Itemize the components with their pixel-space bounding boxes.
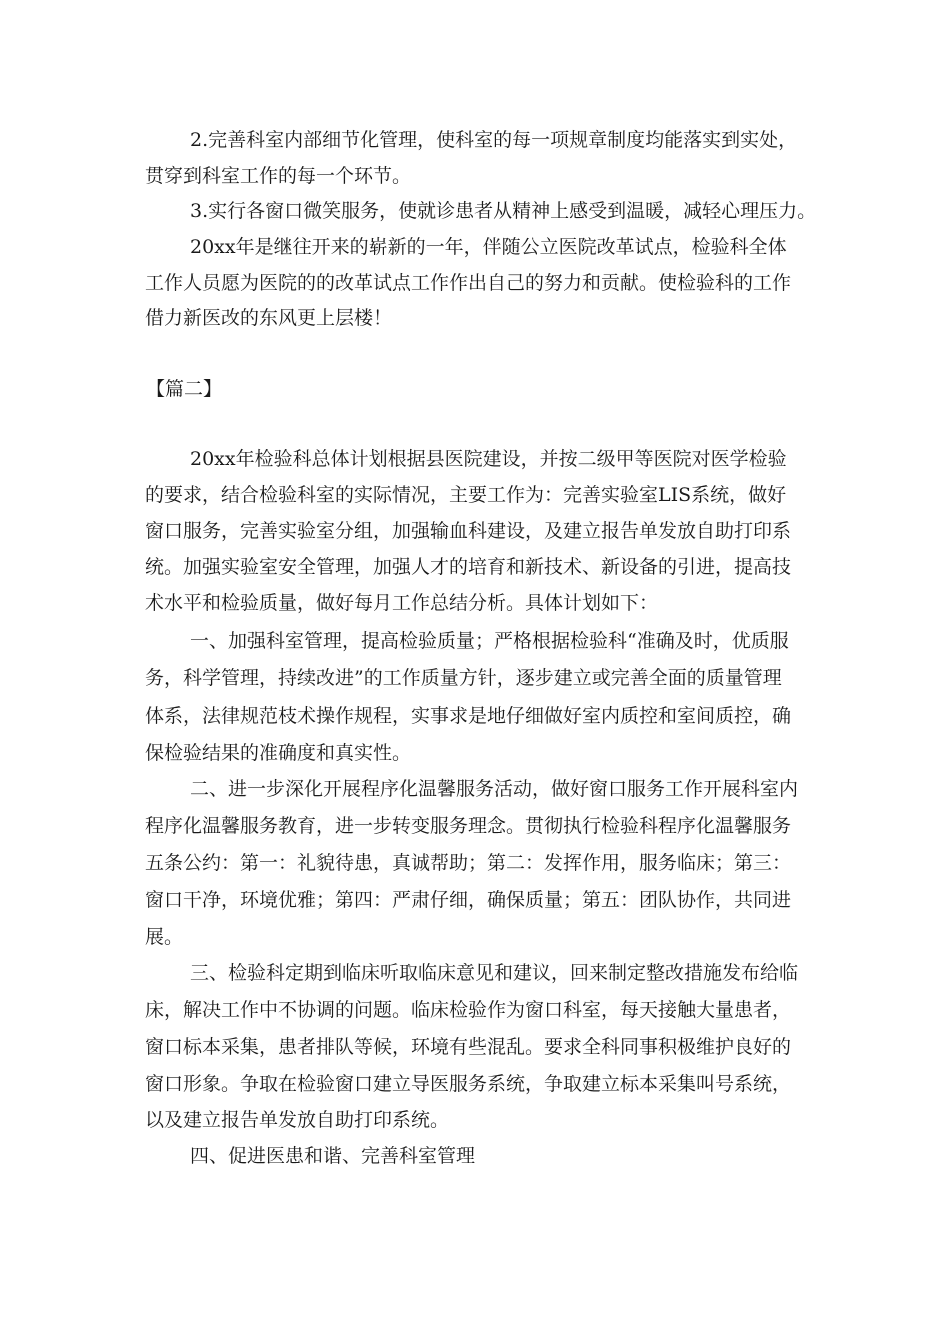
text-line: 统。加强实验室安全管理，加强人才的培育和新技术、新设备的引进，提高技 <box>145 556 792 578</box>
text-line: 工作人员愿为医院的的改革试点工作作出自己的努力和贡献。使检验科的工作 <box>145 272 792 294</box>
text-line: 窗口服务，完善实验室分组，加强输血科建设，及建立报告单发放自助打印系 <box>145 520 792 542</box>
text-line: 借力新医改的东风更上层楼！ <box>145 307 393 329</box>
text-line: 五条公约：第一：礼貌待患，真诚帮助；第二：发挥作用，服务临床；第三： <box>145 852 792 874</box>
text-line: 三、检验科定期到临床听取临床意见和建议，回来制定整改措施发布给临 <box>190 962 799 984</box>
text-line: 务，科学管理，持续改进”的工作质量方针，逐步建立或完善全面的质量管理 <box>145 667 782 689</box>
text-line: 四、促进医患和谐、完善科室管理 <box>190 1145 476 1167</box>
section-heading: 【篇二】 <box>146 378 223 400</box>
text-line: 以及建立报告单发放自助打印系统。 <box>145 1109 450 1131</box>
text-line: 20xx年是继往开来的崭新的一年，伴随公立医院改革试点，检验科全体 <box>190 236 787 258</box>
text-line: 保检验结果的准确度和真实性。 <box>145 742 412 764</box>
text-line: 的要求，结合检验科室的实际情况，主要工作为：完善实验室LIS系统，做好 <box>145 484 787 506</box>
text-line: 体系，法律规范枝术操作规程，实事求是地仔细做好室内质控和室间质控，确 <box>145 705 792 727</box>
text-line: 窗口标本采集，患者排队等候，环境有些混乱。要求全科同事积极维护良好的 <box>145 1036 792 1058</box>
text-line: 术水平和检验质量，做好每月工作总结分析。具体计划如下： <box>145 592 659 614</box>
text-line: 2.完善科室内部细节化管理，使科室的每一项规章制度均能落实到实处， <box>190 129 798 151</box>
text-line: 20xx年检验科总体计划根据县医院建设，并按二级甲等医院对医学检验 <box>190 448 787 470</box>
text-line: 床，解决工作中不协调的问题。临床检验作为窗口科室，每天接触大量患者， <box>145 999 792 1021</box>
text-line: 3.实行各窗口微笑服务，使就诊患者从精神上感受到温暖，减轻心理压力。 <box>190 200 817 222</box>
text-line: 一、加强科室管理，提高检验质量；严格根据检验科“准确及时，优质服 <box>190 630 789 652</box>
text-line: 二、进一步深化开展程序化温馨服务活动，做好窗口服务工作开展科室内 <box>190 778 799 800</box>
text-line: 窗口干净，环境优雅；第四：严肃仔细，确保质量；第五：团队协作，共同进 <box>145 889 792 911</box>
text-line: 贯穿到科室工作的每一个环节。 <box>145 165 412 187</box>
text-line: 程序化温馨服务教育，进一步转变服务理念。贯彻执行检验科程序化温馨服务 <box>145 815 792 837</box>
text-line: 展。 <box>145 926 184 948</box>
text-line: 窗口形象。争取在检验窗口建立导医服务系统，争取建立标本采集叫号系统， <box>145 1073 792 1095</box>
